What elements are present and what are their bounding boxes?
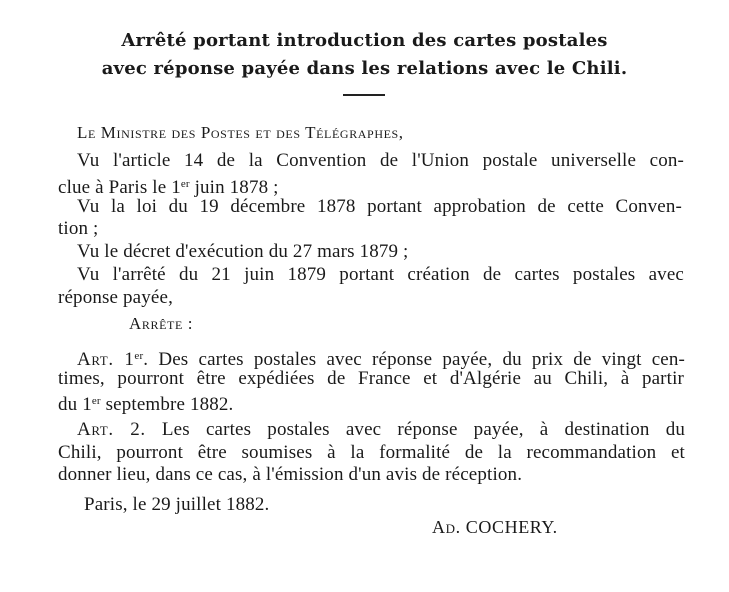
title-line-2: avec réponse payée dans les relations avec le Chili. xyxy=(101,58,628,79)
vu-line-7: réponse payée, xyxy=(58,287,173,308)
vu-line-4: tion ; xyxy=(58,218,99,239)
title-line-1: Arrêté portant introduction des cartes postales xyxy=(121,30,608,51)
vu-line-2-sup: er xyxy=(180,178,190,190)
art1-line-3a: du 1 xyxy=(58,394,92,415)
art1-line-3 xyxy=(58,390,233,416)
vu-line-3: Vu la loi du 19 décembre 1878 portant approbation de cette Conven- xyxy=(77,196,682,217)
vu-line-6: Vu l'arrêté du 21 juin 1879 portant création de cartes postales avec xyxy=(77,264,684,285)
vu-line-5: Vu le décret d'exécution du 27 mars 1879 ; xyxy=(77,241,409,262)
art1-label-sup: er xyxy=(134,350,144,362)
vu-line-1: Vu l'article 14 de la Convention de l'Union postale universelle con- xyxy=(77,150,684,171)
art1-line-2: times, pourront être expédiées de France et d'Algérie au Chili, à partir xyxy=(58,368,684,389)
date-line: Paris, le 29 juillet 1882. xyxy=(84,494,270,515)
art2-label: Art. 2. xyxy=(77,419,146,440)
art1-label: Art. 1 xyxy=(77,349,135,370)
vu-line-2a: clue à Paris le 1 xyxy=(58,177,181,198)
art1-text-1: . Des cartes postales avec réponse payée, du prix de vingt cen- xyxy=(143,349,685,370)
art1-line-3-sup: er xyxy=(91,395,101,407)
vu-line-2b: juin 1878 ; xyxy=(189,177,279,198)
signature: Ad. COCHERY. xyxy=(432,517,558,537)
art1-line-3b: septembre 1882. xyxy=(100,394,234,415)
ministre-heading: Le Ministre des Postes et des Télégraphes, xyxy=(77,123,404,142)
title-rule xyxy=(343,94,385,96)
art2-text-1: Les cartes postales avec réponse payée, à destination du xyxy=(145,419,685,440)
art2-line-3: donner lieu, dans ce cas, à l'émission d'un avis de réception. xyxy=(58,464,523,485)
art2-line-1 xyxy=(77,419,685,441)
art2-line-2: Chili, pourront être soumises à la formalité de la recommandation et xyxy=(58,442,685,463)
arrete-heading: Arrête : xyxy=(129,314,194,333)
